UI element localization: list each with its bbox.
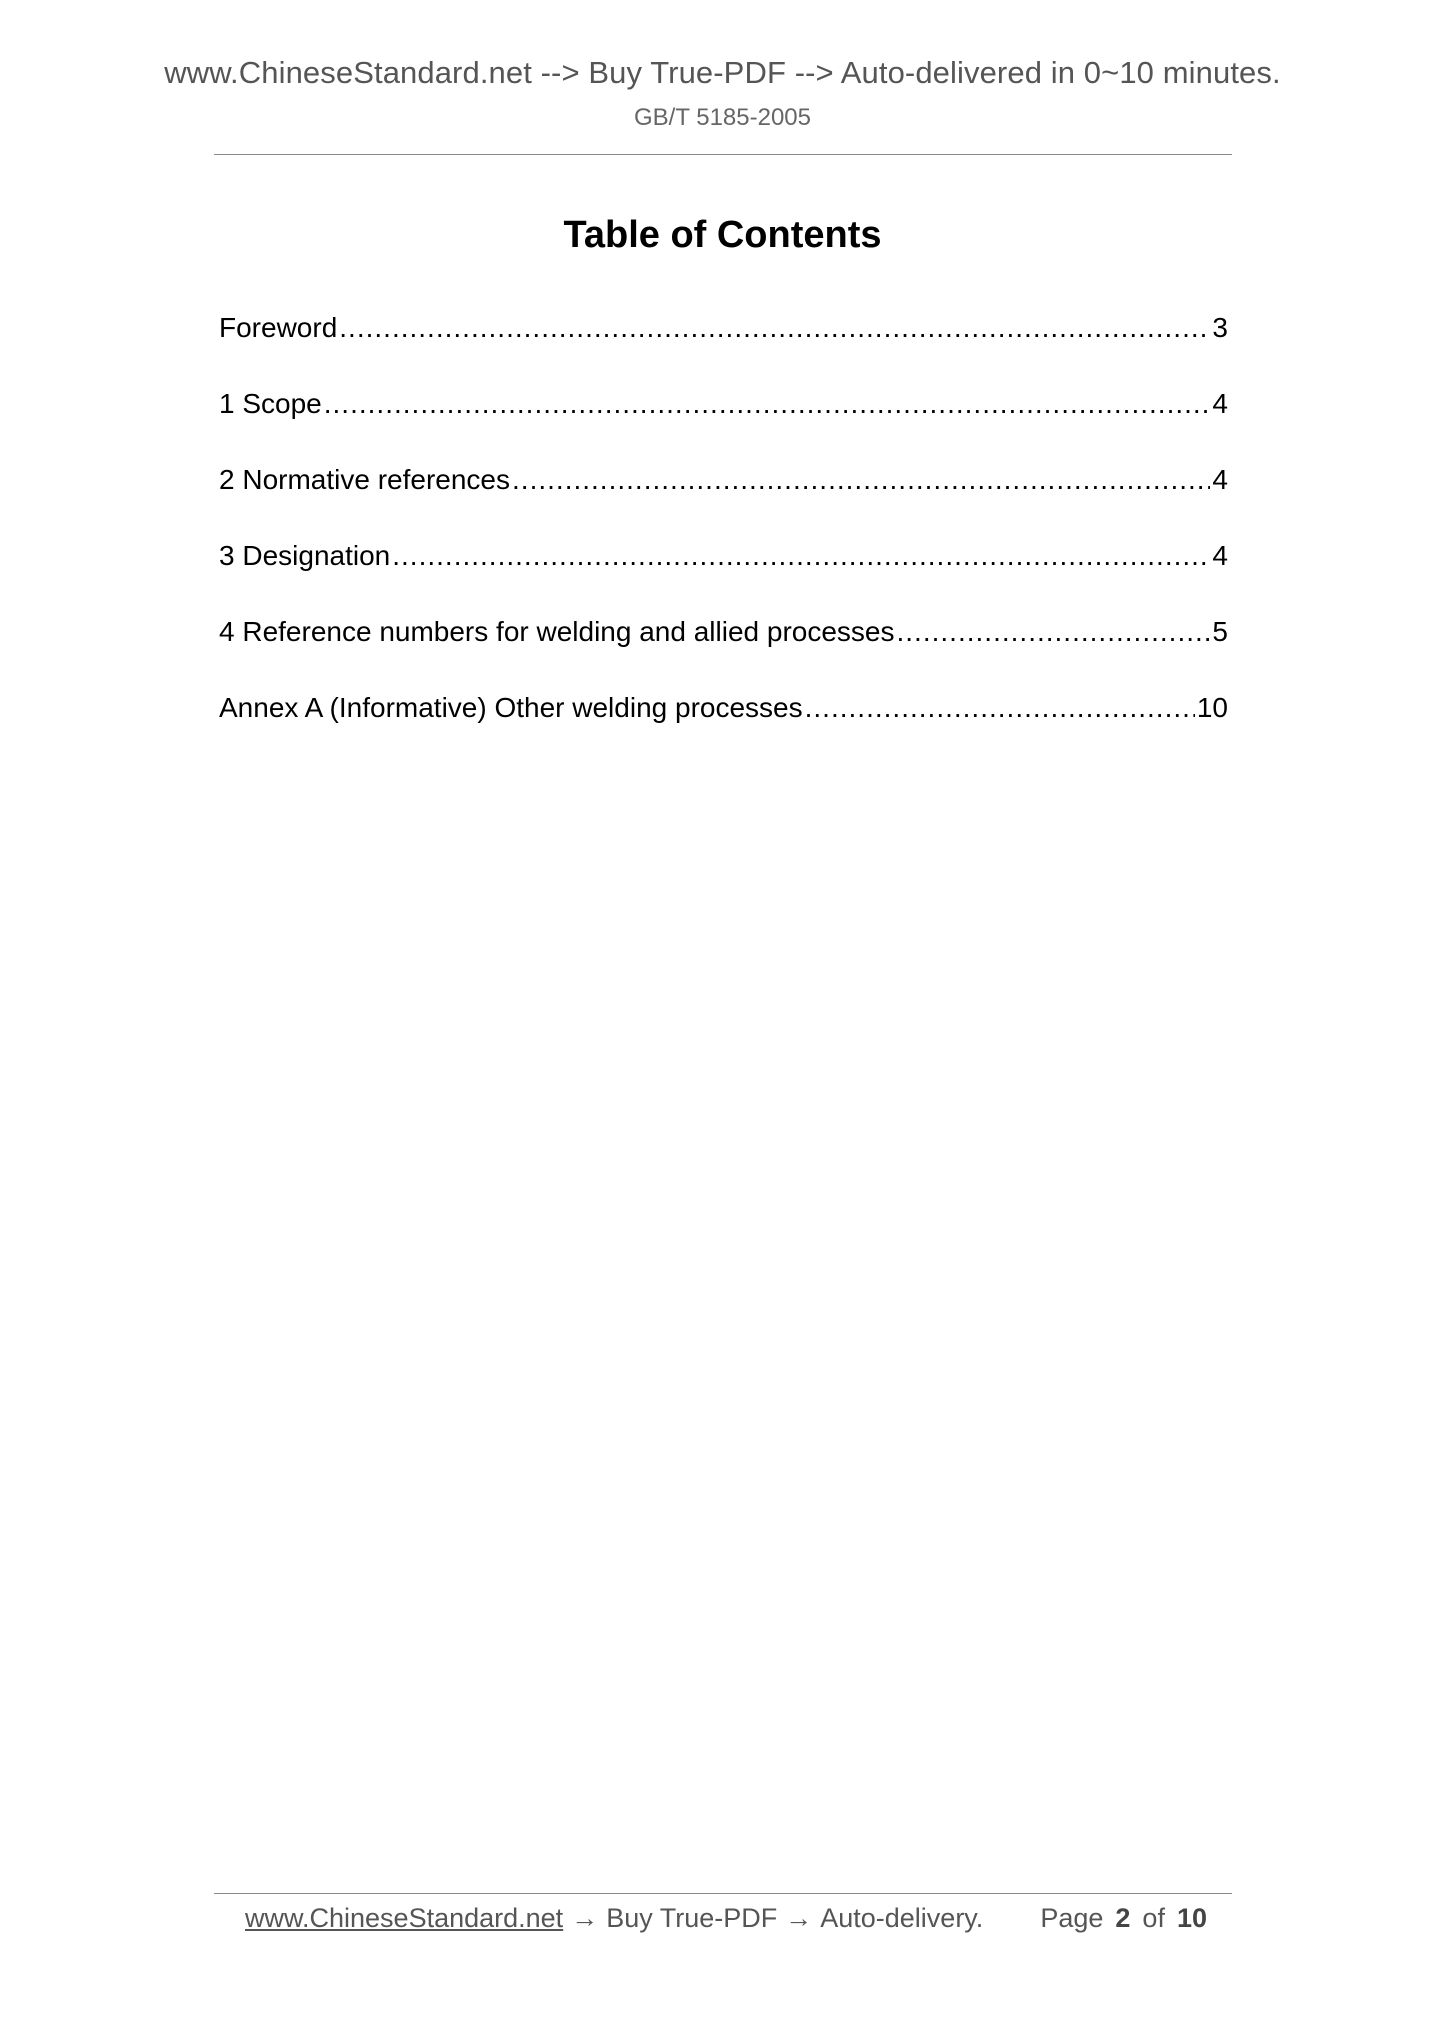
- toc-entry-page: 4: [1212, 540, 1228, 571]
- toc-entry-label: 4 Reference numbers for welding and allied processes: [219, 616, 895, 647]
- toc-entry-page: 5: [1212, 616, 1228, 647]
- toc-entry-scope[interactable]: [219, 388, 1228, 464]
- toc-entry-page: 4: [1212, 388, 1228, 419]
- toc-entry-normative-references[interactable]: [219, 464, 1228, 540]
- toc-entry-page: 4: [1212, 464, 1228, 495]
- footer-buy-text: Buy True-PDF: [606, 1902, 778, 1933]
- page-word: Page: [1040, 1902, 1104, 1933]
- toc-entry-designation[interactable]: [219, 540, 1228, 616]
- page-of-word: of: [1142, 1902, 1165, 1933]
- standard-number: GB/T 5185-2005: [633, 104, 811, 131]
- toc-dot-leader: [512, 464, 1210, 496]
- toc-dot-leader: [324, 388, 1211, 420]
- toc-dot-leader: [897, 616, 1211, 648]
- toc-entry-page: 10: [1196, 692, 1228, 723]
- toc-entry-label: 3 Designation: [219, 540, 391, 571]
- footer-delivery-text: Auto-delivery.: [820, 1902, 984, 1933]
- toc-entry-label: Annex A (Informative) Other welding processes: [219, 692, 803, 723]
- toc-entry-page: 3: [1212, 312, 1228, 343]
- toc-entry-label: 2 Normative references: [219, 464, 511, 495]
- page-title: Table of Contents: [563, 214, 882, 256]
- header-banner: www.ChineseStandard.net --> Buy True-PDF --> Auto-delivered in 0~10 minutes.: [164, 55, 1281, 90]
- toc-dot-leader: [392, 540, 1210, 572]
- toc-entry-foreword[interactable]: [219, 312, 1228, 388]
- toc-entry-reference-numbers[interactable]: [219, 616, 1228, 692]
- toc-entry-label: 1 Scope: [219, 388, 322, 419]
- page-footer: [245, 1898, 1215, 1938]
- footer-divider: [214, 1893, 1232, 1894]
- site-link[interactable]: www.ChineseStandard.net: [245, 1902, 564, 1933]
- table-of-contents: [219, 312, 1228, 768]
- header-divider: [214, 154, 1232, 155]
- toc-entry-label: Foreword: [219, 312, 338, 343]
- current-page: 2: [1115, 1902, 1131, 1933]
- page-number: [1040, 1903, 1207, 1934]
- right-arrow-icon: →: [571, 1902, 599, 1933]
- toc-dot-leader: [805, 692, 1195, 724]
- toc-entry-annex-a[interactable]: [219, 692, 1228, 768]
- toc-dot-leader: [339, 312, 1210, 344]
- total-pages: 10: [1176, 1902, 1207, 1933]
- right-arrow-icon: →: [785, 1902, 813, 1933]
